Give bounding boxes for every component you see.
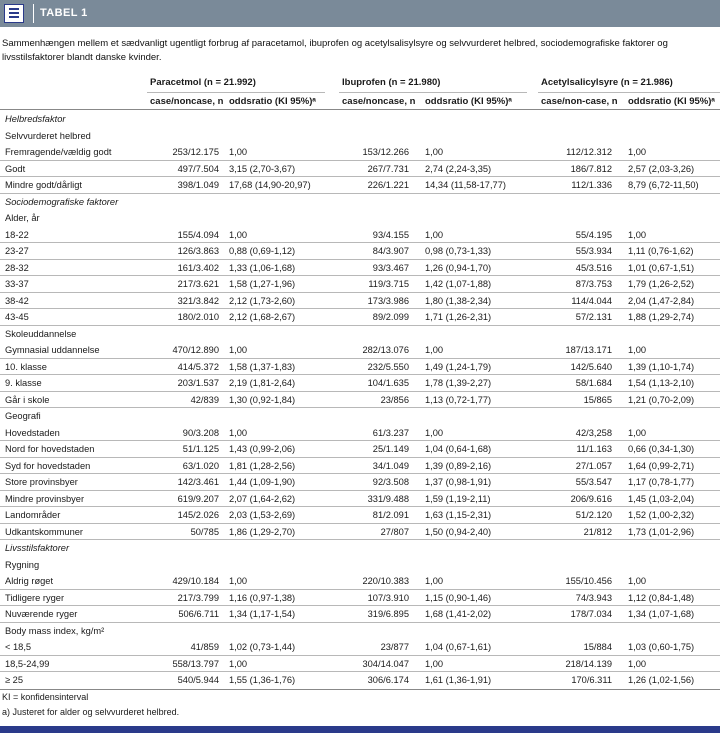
cell-cases: 506/6.711 bbox=[178, 609, 219, 619]
cell-cases: 27/1.057 bbox=[575, 460, 612, 471]
cell-cases: 74/3.943 bbox=[575, 592, 612, 603]
cell-oddsratio: 0,98 (0,73-1,33) bbox=[425, 246, 492, 256]
table-row bbox=[0, 309, 720, 325]
cell-cases: 321/3.842 bbox=[177, 295, 219, 306]
cell-cases: 331/9.488 bbox=[367, 493, 409, 504]
cell-cases: 180/2.010 bbox=[177, 312, 219, 322]
cell-oddsratio: 1,00 bbox=[628, 427, 647, 438]
cell-cases: 178/7.034 bbox=[570, 609, 612, 619]
cell-cases: 114/4.044 bbox=[571, 295, 612, 306]
row-label: 10. klasse bbox=[5, 361, 47, 372]
cell-cases: 51/2.120 bbox=[575, 510, 612, 520]
row-label: 23-27 bbox=[5, 246, 29, 256]
row-label: Body mass index, kg/m² bbox=[5, 625, 105, 636]
table-row bbox=[0, 606, 720, 622]
cell-cases: 87/3.753 bbox=[575, 279, 612, 289]
cell-cases: 155/10.456 bbox=[565, 576, 612, 586]
row-label: 33-37 bbox=[5, 279, 29, 289]
cell-oddsratio: 1,43 (0,99-2,06) bbox=[229, 444, 296, 454]
cell-cases: 90/3.208 bbox=[182, 427, 219, 438]
cell-oddsratio: 1,59 (1,19-2,11) bbox=[425, 493, 491, 504]
cell-cases: 470/12.890 bbox=[172, 345, 219, 355]
col-paracetamol-c1: case/noncase, n bbox=[150, 96, 224, 107]
cell-oddsratio: 1,61 (1,36-1,91) bbox=[425, 675, 492, 685]
row-label: 38-42 bbox=[5, 295, 29, 306]
row-label: Sociodemografiske faktorer bbox=[5, 196, 119, 207]
cell-cases: 58/1.684 bbox=[575, 378, 612, 388]
cell-cases: 42/839 bbox=[190, 394, 219, 405]
cell-oddsratio: 0,88 (0,69-1,12) bbox=[229, 246, 296, 256]
cell-cases: 15/865 bbox=[583, 394, 612, 405]
row-label: Helbredsfaktor bbox=[5, 114, 66, 124]
bottom-bar bbox=[0, 726, 720, 733]
cell-oddsratio: 1,21 (0,70-2,09) bbox=[628, 394, 695, 405]
cell-cases: 63/1.020 bbox=[182, 460, 219, 471]
cell-cases: 107/3.910 bbox=[367, 592, 409, 603]
cell-oddsratio: 1,02 (0,73-1,44) bbox=[229, 642, 296, 652]
cell-oddsratio: 1,78 (1,39-2,27) bbox=[425, 378, 492, 388]
cell-cases: 89/2.099 bbox=[372, 312, 409, 322]
cell-cases: 540/5.944 bbox=[177, 675, 219, 685]
cell-cases: 55/4.195 bbox=[575, 229, 612, 240]
cell-cases: 93/3.467 bbox=[372, 262, 409, 273]
cell-oddsratio: 1,00 bbox=[229, 229, 248, 240]
cell-cases: 232/5.550 bbox=[367, 361, 409, 372]
cell-oddsratio: 1,63 (1,15-2,31) bbox=[425, 510, 492, 520]
cell-cases: 23/877 bbox=[380, 642, 409, 652]
cell-oddsratio: 1,15 (0,90-1,46) bbox=[425, 592, 492, 603]
table-row bbox=[0, 243, 720, 259]
table-row bbox=[0, 672, 720, 688]
cell-oddsratio: 1,45 (1,03-2,04) bbox=[628, 493, 695, 504]
cell-cases: 429/10.184 bbox=[172, 576, 219, 586]
cell-oddsratio: 1,13 (0,72-1,77) bbox=[425, 394, 492, 405]
cell-oddsratio: 1,00 bbox=[425, 229, 444, 240]
cell-cases: 112/1.336 bbox=[571, 180, 612, 190]
cell-oddsratio: 1,34 (1,17-1,54) bbox=[229, 609, 296, 619]
row-label: 43-45 bbox=[5, 312, 29, 322]
cell-cases: 126/3.863 bbox=[177, 246, 219, 256]
group-row bbox=[0, 623, 720, 639]
cell-cases: 42/3,258 bbox=[575, 427, 612, 438]
cell-cases: 15/884 bbox=[583, 642, 612, 652]
cell-oddsratio: 1,12 (0,84-1,48) bbox=[628, 592, 695, 603]
cell-oddsratio: 1,00 bbox=[628, 229, 647, 240]
row-label: Tidligere ryger bbox=[5, 592, 65, 603]
cell-oddsratio: 1,58 (1,27-1,96) bbox=[229, 279, 296, 289]
col-ibuprofen-title: Ibuprofen (n = 21.980) bbox=[342, 77, 441, 88]
cell-oddsratio: 1,52 (1,00-2,32) bbox=[628, 510, 695, 520]
cell-cases: 51/1.125 bbox=[182, 444, 219, 454]
col-asa-c2: oddsratio (KI 95%)ᵃ bbox=[628, 96, 715, 107]
table-bottom-rule bbox=[0, 689, 720, 690]
col-paracetamol-title: Paracetmol (n = 21.992) bbox=[150, 77, 256, 88]
row-label: Geografi bbox=[5, 411, 41, 421]
row-label: Rygning bbox=[5, 559, 40, 570]
cell-cases: 27/807 bbox=[380, 526, 409, 537]
cell-cases: 304/14.047 bbox=[362, 658, 409, 669]
cell-oddsratio: 2,04 (1,47-2,84) bbox=[628, 295, 695, 306]
cell-oddsratio: 1,01 (0,67-1,51) bbox=[628, 262, 695, 273]
cell-oddsratio: 1,00 bbox=[628, 345, 647, 355]
cell-cases: 217/3.621 bbox=[177, 279, 219, 289]
cell-oddsratio: 2,12 (1,73-2,60) bbox=[229, 295, 296, 306]
row-label: Alder, år bbox=[5, 213, 40, 223]
table-title: TABEL 1 bbox=[40, 7, 88, 19]
cell-cases: 41/859 bbox=[190, 642, 219, 652]
row-label: Aldrig røget bbox=[5, 576, 54, 586]
table-row bbox=[0, 656, 720, 672]
col-rule bbox=[339, 92, 527, 93]
table-row bbox=[0, 639, 720, 655]
table-row bbox=[0, 161, 720, 177]
cell-oddsratio: 2,07 (1,64-2,62) bbox=[229, 493, 296, 504]
cell-oddsratio: 1,00 bbox=[425, 576, 444, 586]
cell-cases: 145/2.026 bbox=[177, 510, 219, 520]
cell-cases: 319/6.895 bbox=[367, 609, 409, 619]
cell-oddsratio: 1,00 bbox=[628, 147, 647, 157]
cell-cases: 206/9.616 bbox=[570, 493, 612, 504]
cell-oddsratio: 1,39 (0,89-2,16) bbox=[425, 460, 492, 471]
cell-oddsratio: 1,42 (1,07-1,88) bbox=[425, 279, 492, 289]
group-row bbox=[0, 408, 720, 424]
row-label: Mindre provinsbyer bbox=[5, 493, 85, 504]
cell-oddsratio: 1,79 (1,26-2,52) bbox=[628, 279, 695, 289]
row-label: Skoleuddannelse bbox=[5, 328, 77, 339]
cell-oddsratio: 1,30 (0,92-1,84) bbox=[229, 394, 296, 405]
cell-cases: 119/3.715 bbox=[368, 279, 409, 289]
footnote-ki: KI = konfidensinterval bbox=[2, 692, 89, 702]
row-label: Mindre godt/dårligt bbox=[5, 180, 82, 190]
row-label: < 18,5 bbox=[5, 642, 32, 652]
cell-cases: 226/1.221 bbox=[367, 180, 409, 190]
cell-cases: 173/3.986 bbox=[367, 295, 409, 306]
row-label: Går i skole bbox=[5, 394, 50, 405]
cell-oddsratio: 1,00 bbox=[425, 427, 444, 438]
cell-oddsratio: 1,00 bbox=[229, 658, 248, 669]
row-label: Hovedstaden bbox=[5, 427, 60, 438]
cell-oddsratio: 1,16 (0,97-1,38) bbox=[229, 592, 296, 603]
col-ibuprofen-c1: case/noncase, n bbox=[342, 96, 416, 107]
cell-oddsratio: 1,04 (0,67-1,61) bbox=[425, 642, 492, 652]
group-row bbox=[0, 557, 720, 573]
cell-oddsratio: 1,39 (1,10-1,74) bbox=[628, 361, 695, 372]
cell-oddsratio: 1,50 (0,94-2,40) bbox=[425, 526, 492, 537]
cell-cases: 93/4.155 bbox=[372, 229, 409, 240]
col-paracetamol-c2: oddsratio (KI 95%)ᵃ bbox=[229, 96, 316, 107]
cell-oddsratio: 1,64 (0,99-2,71) bbox=[628, 460, 695, 471]
row-label: 18,5-24,99 bbox=[5, 658, 50, 669]
footnote-a: a) Justeret for alder og selvvurderet helbred. bbox=[2, 707, 180, 717]
cell-oddsratio: 1,00 bbox=[229, 427, 248, 438]
row-label: Godt bbox=[5, 163, 26, 174]
table-row bbox=[0, 491, 720, 507]
cell-oddsratio: 1,37 (0,98-1,91) bbox=[425, 477, 492, 487]
cell-oddsratio: 2,19 (1,81-2,64) bbox=[229, 378, 296, 388]
cell-oddsratio: 1,44 (1,09-1,90) bbox=[229, 477, 296, 487]
table-row bbox=[0, 425, 720, 441]
table-row bbox=[0, 458, 720, 474]
cell-cases: 186/7.812 bbox=[570, 163, 612, 174]
cell-oddsratio: 1,26 (0,94-1,70) bbox=[425, 262, 492, 273]
cell-oddsratio: 1,80 (1,38-2,34) bbox=[425, 295, 492, 306]
cell-cases: 155/4.094 bbox=[177, 229, 219, 240]
cell-oddsratio: 1,00 bbox=[425, 147, 444, 157]
row-label: Nuværende ryger bbox=[5, 609, 78, 619]
cell-cases: 84/3.907 bbox=[372, 246, 409, 256]
cell-cases: 23/856 bbox=[380, 394, 409, 405]
table-row bbox=[0, 276, 720, 292]
header-rule bbox=[0, 109, 720, 110]
cell-cases: 497/7.504 bbox=[177, 163, 219, 174]
cell-cases: 187/13.171 bbox=[565, 345, 612, 355]
cell-oddsratio: 1,11 (0,76-1,62) bbox=[628, 246, 694, 256]
table-header-bar bbox=[0, 0, 720, 27]
cell-cases: 81/2.091 bbox=[372, 510, 409, 520]
cell-oddsratio: 1,49 (1,24-1,79) bbox=[425, 361, 492, 372]
cell-oddsratio: 1,68 (1,41-2,02) bbox=[425, 609, 492, 619]
cell-cases: 142/5.640 bbox=[570, 361, 612, 372]
cell-oddsratio: 1,00 bbox=[628, 576, 647, 586]
cell-oddsratio: 1,88 (1,29-2,74) bbox=[628, 312, 695, 322]
cell-oddsratio: 1,00 bbox=[229, 576, 248, 586]
cell-oddsratio: 8,79 (6,72-11,50) bbox=[628, 180, 699, 190]
row-label: 18-22 bbox=[5, 229, 29, 240]
group-row bbox=[0, 210, 720, 226]
section-row bbox=[0, 194, 720, 210]
cell-cases: 414/5.372 bbox=[177, 361, 219, 372]
cell-cases: 203/1.537 bbox=[177, 378, 219, 388]
table-row bbox=[0, 342, 720, 358]
row-label: Livsstilsfaktorer bbox=[5, 543, 70, 553]
row-label: Syd for hovedstaden bbox=[5, 460, 91, 471]
cell-cases: 11/1.163 bbox=[576, 444, 612, 454]
cell-oddsratio: 14,34 (11,58-17,77) bbox=[425, 180, 506, 190]
cell-oddsratio: 1,00 bbox=[229, 345, 248, 355]
cell-cases: 112/12.312 bbox=[566, 147, 612, 157]
table-row bbox=[0, 573, 720, 589]
table-row bbox=[0, 177, 720, 193]
table-row bbox=[0, 441, 720, 457]
cell-cases: 253/12.175 bbox=[172, 147, 219, 157]
cell-cases: 218/14.139 bbox=[565, 658, 612, 669]
cell-cases: 558/13.797 bbox=[172, 658, 219, 669]
table-row bbox=[0, 524, 720, 540]
col-rule bbox=[538, 92, 720, 93]
cell-cases: 104/1.635 bbox=[367, 378, 409, 388]
table-row bbox=[0, 392, 720, 408]
cell-cases: 153/12.266 bbox=[362, 147, 409, 157]
cell-cases: 21/812 bbox=[583, 526, 612, 537]
cell-oddsratio: 1,00 bbox=[628, 658, 647, 669]
table-row bbox=[0, 227, 720, 243]
cell-oddsratio: 1,03 (0,60-1,75) bbox=[628, 642, 695, 652]
cell-oddsratio: 3,15 (2,70-3,67) bbox=[229, 163, 296, 174]
row-label: Selvvurderet helbred bbox=[5, 130, 91, 141]
cell-oddsratio: 1,58 (1,37-1,83) bbox=[229, 361, 296, 372]
row-label: 9. klasse bbox=[5, 378, 42, 388]
cell-cases: 55/3.547 bbox=[575, 477, 612, 487]
cell-cases: 25/1.149 bbox=[372, 444, 409, 454]
cell-oddsratio: 1,33 (1,06-1,68) bbox=[229, 262, 296, 273]
cell-cases: 55/3.934 bbox=[575, 246, 612, 256]
cell-oddsratio: 2,57 (2,03-3,26) bbox=[628, 163, 695, 174]
table-icon bbox=[4, 4, 24, 23]
table-row bbox=[0, 359, 720, 375]
cell-cases: 34/1.049 bbox=[372, 460, 409, 471]
cell-oddsratio: 17,68 (14,90-20,97) bbox=[229, 180, 311, 190]
cell-oddsratio: 1,00 bbox=[425, 658, 444, 669]
row-label: Store provinsbyer bbox=[5, 477, 78, 487]
row-label: Nord for hovedstaden bbox=[5, 444, 95, 454]
cell-oddsratio: 2,74 (2,24-3,35) bbox=[425, 163, 492, 174]
col-asa-title: Acetylsalicylsyre (n = 21.986) bbox=[541, 77, 673, 88]
cell-cases: 619/9.207 bbox=[177, 493, 219, 504]
cell-oddsratio: 2,03 (1,53-2,69) bbox=[229, 510, 296, 520]
cell-oddsratio: 1,55 (1,36-1,76) bbox=[229, 675, 296, 685]
row-label: Udkantskommuner bbox=[5, 526, 84, 537]
row-label: Landområder bbox=[5, 510, 61, 520]
table-row bbox=[0, 144, 720, 160]
cell-cases: 142/3.461 bbox=[177, 477, 219, 487]
table-row bbox=[0, 507, 720, 523]
col-rule bbox=[147, 92, 325, 93]
cell-cases: 161/3.402 bbox=[177, 262, 219, 273]
cell-oddsratio: 1,73 (1,01-2,96) bbox=[628, 526, 695, 537]
cell-cases: 306/6.174 bbox=[367, 675, 409, 685]
col-ibuprofen-c2: oddsratio (KI 95%)ᵃ bbox=[425, 96, 512, 107]
cell-oddsratio: 1,54 (1,13-2,10) bbox=[628, 378, 695, 388]
cell-cases: 61/3.237 bbox=[372, 427, 409, 438]
cell-cases: 267/7.731 bbox=[367, 163, 409, 174]
cell-oddsratio: 1,81 (1,28-2,56) bbox=[229, 460, 296, 471]
cell-oddsratio: 1,00 bbox=[229, 147, 248, 157]
col-asa-c1: case/non-case, n bbox=[541, 96, 618, 107]
cell-oddsratio: 1,34 (1,07-1,68) bbox=[628, 609, 695, 619]
cell-cases: 398/1.049 bbox=[177, 180, 219, 190]
cell-oddsratio: 1,00 bbox=[425, 345, 444, 355]
header-divider bbox=[33, 4, 34, 23]
cell-cases: 45/3.516 bbox=[575, 262, 612, 273]
section-row bbox=[0, 111, 720, 127]
table-row bbox=[0, 375, 720, 391]
cell-cases: 92/3.508 bbox=[372, 477, 409, 487]
row-label: 28-32 bbox=[5, 262, 29, 273]
group-row bbox=[0, 326, 720, 342]
cell-oddsratio: 1,04 (0,64-1,68) bbox=[425, 444, 492, 454]
table-row bbox=[0, 590, 720, 606]
cell-oddsratio: 1,26 (1,02-1,56) bbox=[628, 675, 695, 685]
cell-cases: 170/6.311 bbox=[571, 675, 612, 685]
table-row bbox=[0, 474, 720, 490]
cell-cases: 50/785 bbox=[190, 526, 219, 537]
table-caption: Sammenhængen mellem et sædvanligt ugentligt forbrug af paracetamol, ibuprofen og acetylsalisylsyre og selvvurderet helbred, sociodemografiske faktorer og livsstilsfaktorer blandt danske kvinder. bbox=[2, 38, 668, 63]
table-row bbox=[0, 260, 720, 276]
cell-cases: 57/2.131 bbox=[575, 312, 612, 322]
group-row bbox=[0, 128, 720, 144]
cell-cases: 220/10.383 bbox=[362, 576, 409, 586]
cell-oddsratio: 1,17 (0,78-1,77) bbox=[628, 477, 695, 487]
section-row bbox=[0, 540, 720, 556]
cell-cases: 282/13.076 bbox=[362, 345, 409, 355]
table-row bbox=[0, 293, 720, 309]
row-label: Fremragende/vældig godt bbox=[5, 147, 112, 157]
cell-oddsratio: 1,71 (1,26-2,31) bbox=[425, 312, 492, 322]
row-label: Gymnasial uddannelse bbox=[5, 345, 100, 355]
cell-cases: 217/3.799 bbox=[177, 592, 219, 603]
cell-oddsratio: 2,12 (1,68-2,67) bbox=[229, 312, 296, 322]
cell-oddsratio: 1,86 (1,29-2,70) bbox=[229, 526, 296, 537]
row-label: ≥ 25 bbox=[5, 675, 24, 685]
cell-oddsratio: 0,66 (0,34-1,30) bbox=[628, 444, 695, 454]
